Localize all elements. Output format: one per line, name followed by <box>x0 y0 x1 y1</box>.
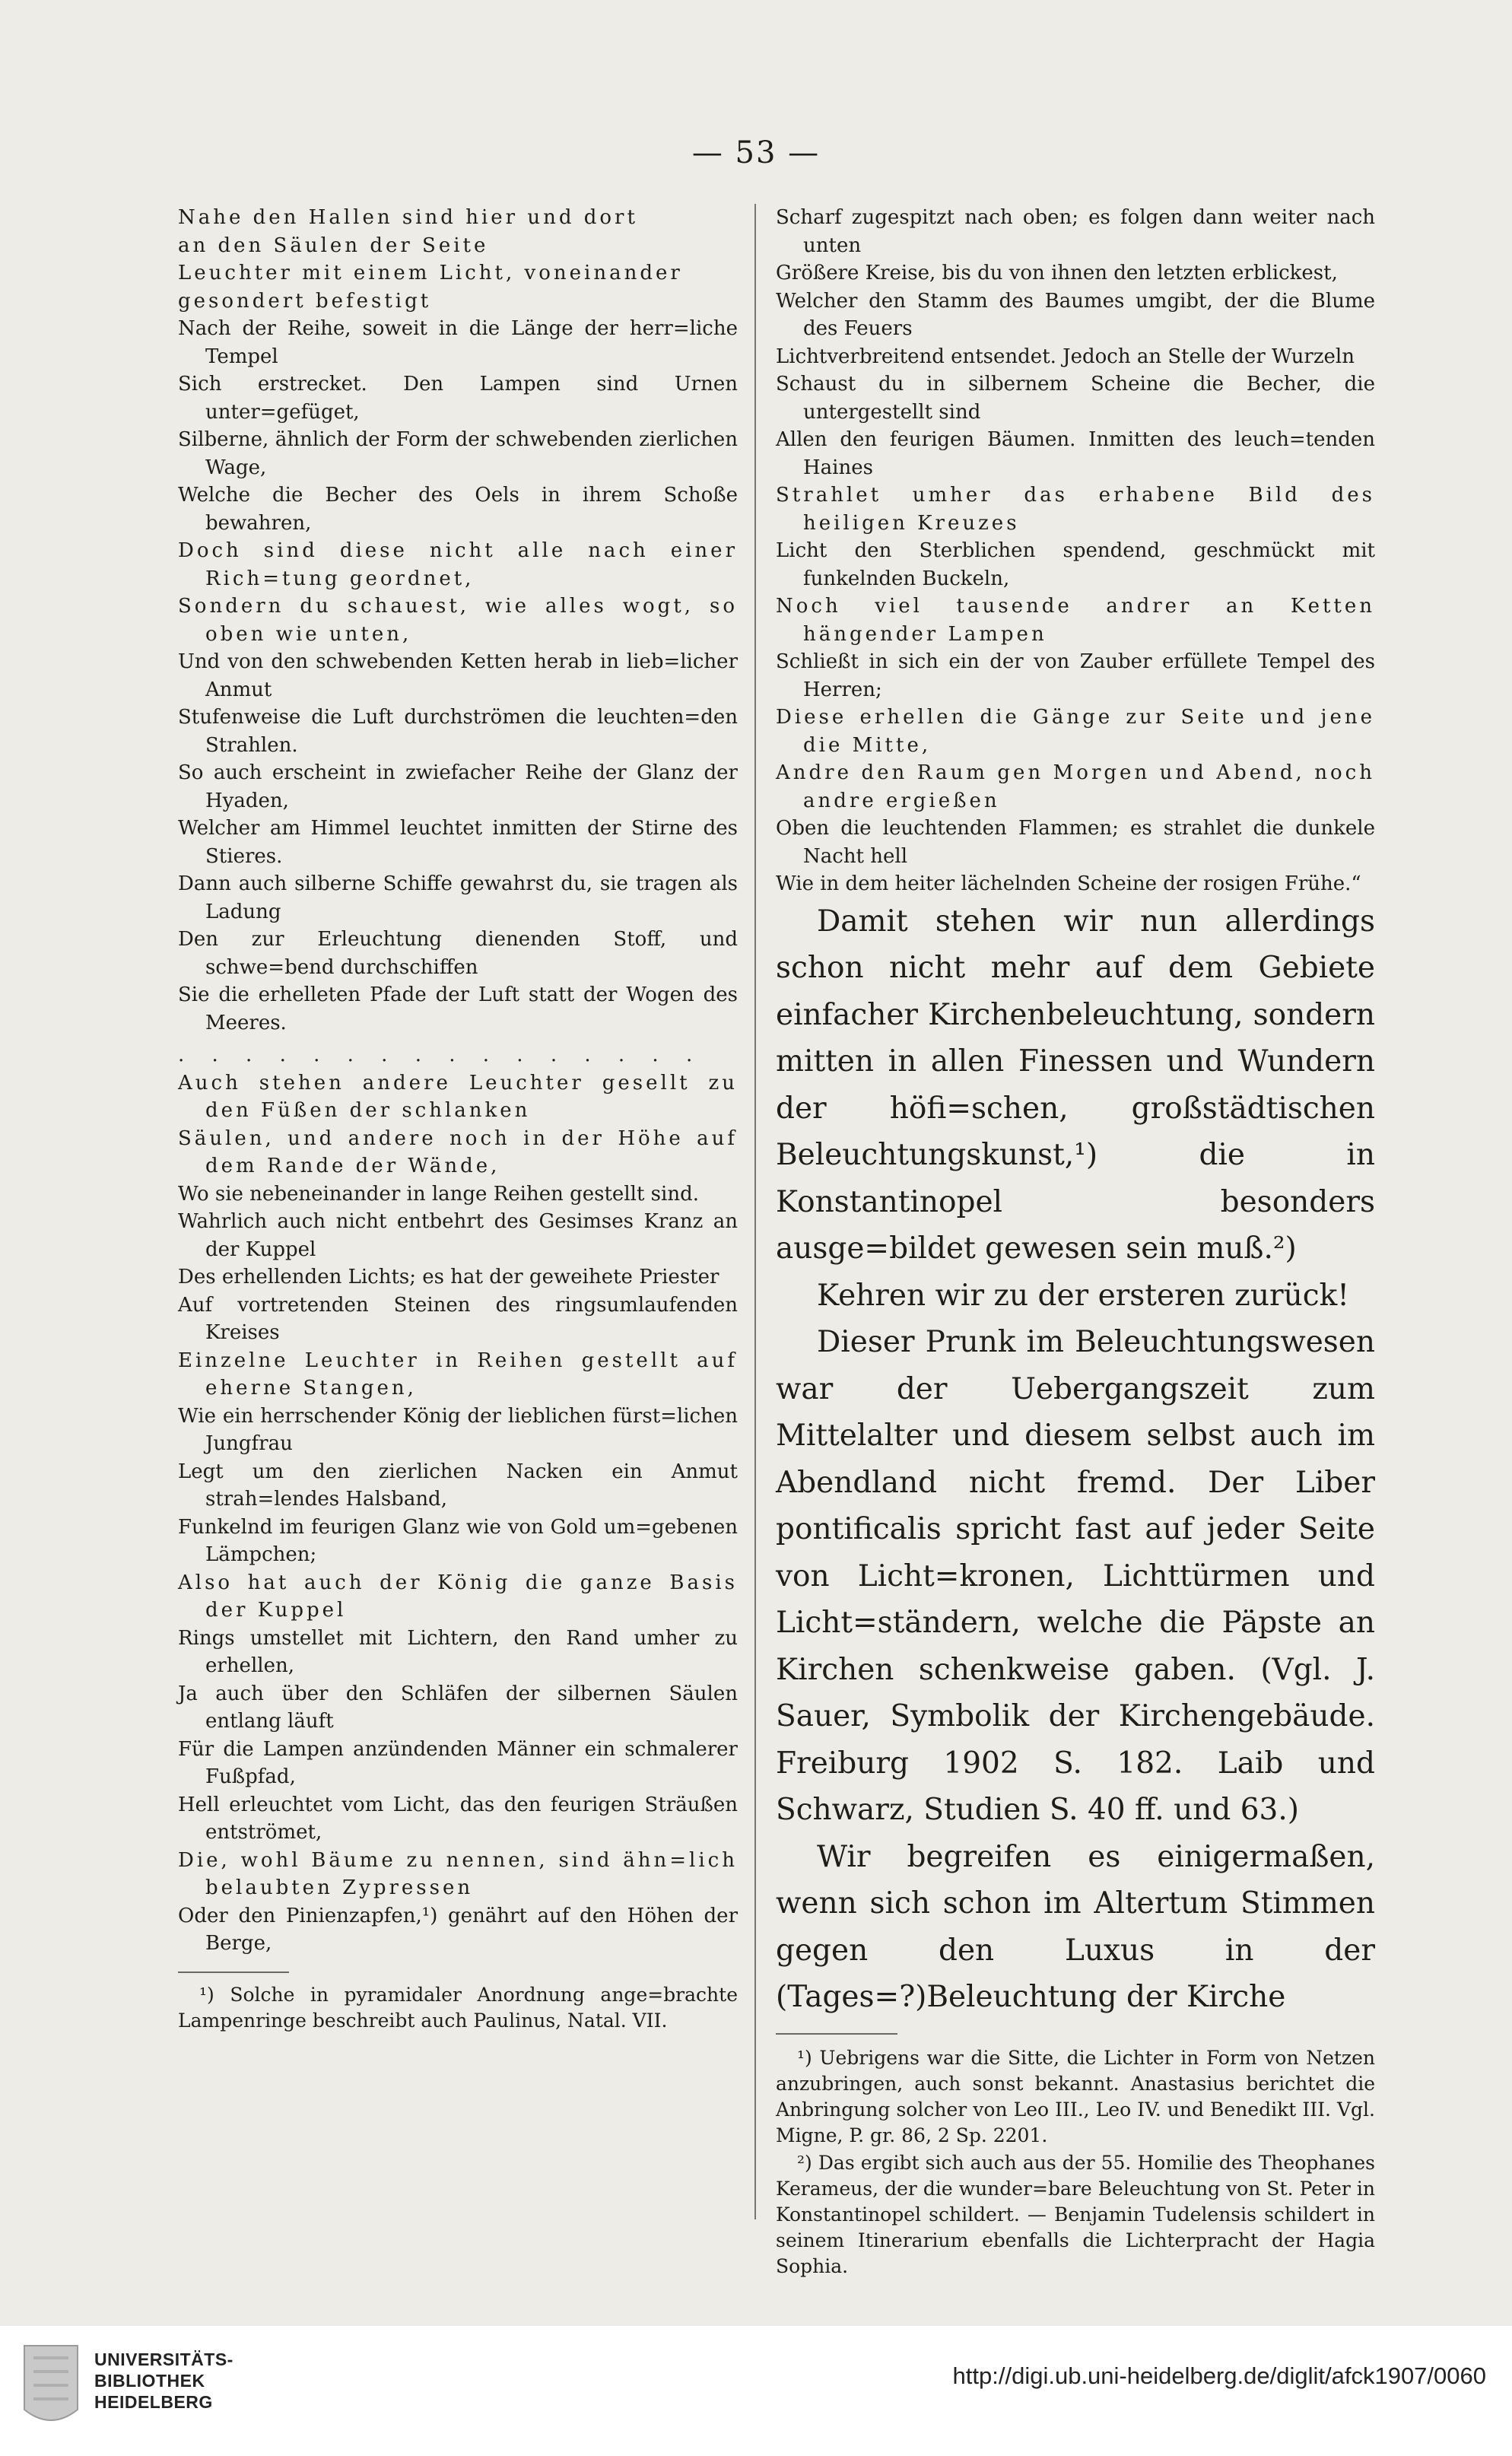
verse-line: Diese erhellen die Gänge zur Seite und jene die Mitte, <box>776 706 1375 757</box>
verse-line: So auch erscheint in zwiefacher Reihe der Glanz der Hyaden, <box>178 761 738 812</box>
verse-line: Sie die erhelleten Pfade der Luft statt der Wogen des Meeres. <box>178 983 738 1034</box>
verse-line: Sich erstrecket. Den Lampen sind Urnen unter=gefüget, <box>178 373 738 424</box>
verse-line: Doch sind diese nicht alle nach einer Rich=tung geordnet, <box>178 539 738 590</box>
verse-line: Also hat auch der König die ganze Basis der Kuppel <box>178 1571 738 1622</box>
verse-line: Auf vortretenden Steinen des ringsumlaufenden Kreises <box>178 1293 738 1344</box>
footnote: ¹) Uebrigens war die Sitte, die Lichter in Form von Netzen anzubringen, auch sonst bekannt. Anastasius berichtet die Anbringung solcher von Leo III., Leo IV. und Benedikt III. Vgl. Migne, P. gr. 86, 2 Sp. 2201. <box>776 2046 1375 2146</box>
verse-line: Welcher am Himmel leuchtet inmitten der Stirne des Stieres. <box>178 817 738 868</box>
verse-line: Leuchter mit einem Licht, voneinander <box>178 262 683 284</box>
verse-line: Nach der Reihe, soweit in die Länge der herr=liche Tempel <box>178 317 738 368</box>
verse-line: Wie in dem heiter lächelnden Scheine der rosigen Frühe.“ <box>776 872 1361 895</box>
verse-line: Licht den Sterblichen spendend, geschmückt mit funkelnden Buckeln, <box>776 539 1375 590</box>
ellipsis-dots: . . . . . . . . . . . . . . . . <box>178 1044 704 1066</box>
verse-line: Andre den Raum gen Morgen und Abend, noch andre ergießen <box>776 761 1375 812</box>
verse-line: Des erhellenden Lichts; es hat der geweihete Priester <box>178 1266 719 1288</box>
verse-line: Stufenweise die Luft durchströmen die leuchten=den Strahlen. <box>178 706 738 757</box>
verse-line: Auch stehen andere Leuchter gesellt zu den Füßen der schlanken <box>178 1071 738 1122</box>
verse-line: Wahrlich auch nicht entbehrt des Gesimses Kranz an der Kuppel <box>178 1210 738 1261</box>
verse-line: Schaust du in silbernem Scheine die Becher, die untergestellt sind <box>776 373 1375 424</box>
left-column <box>178 204 738 2034</box>
verse-line: Wie ein herrschender König der lieblichen fürst=lichen Jungfrau <box>178 1404 738 1455</box>
verse-block-3 <box>776 204 1375 898</box>
column-divider <box>754 204 756 2219</box>
verse-block-2 <box>178 1069 738 1958</box>
library-name: UNIVERSITÄTS- BIBLIOTHEK HEIDELBERG <box>94 2350 233 2412</box>
verse-line: Welcher den Stamm des Baumes umgibt, der die Blume des Feuers <box>776 289 1375 340</box>
footnote: ¹) Solche in pyramidaler Anordnung ange=brachte Lampenringe beschreibt auch Paulinus, Natal. VII. <box>178 1983 738 2032</box>
verse-line: Hell erleuchtet vom Licht, das den feurigen Sträußen entströmet, <box>178 1793 738 1844</box>
page-number: — 53 — <box>691 135 821 170</box>
footnote: ²) Das ergibt sich auch aus der 55. Homilie des Theophanes Kerameus, der die wunder=bare Beleuchtung von St. Peter in Konstantinopel schildert. — Benjamin Tudelensis schildert in seinem Itinerarium ebenfalls die Lichterpracht der Hagia Sophia. <box>776 2151 1375 2277</box>
verse-line: Allen den feurigen Bäumen. Inmitten des leuch=tenden Haines <box>776 428 1375 479</box>
source-url-link[interactable]: http://digi.ub.uni-heidelberg.de/diglit/afck1907/0060 <box>952 2362 1486 2389</box>
verse-line: Lichtverbreitend entsendet. Jedoch an Stelle der Wurzeln <box>776 345 1355 368</box>
verse-line: Rings umstellet mit Lichtern, den Rand umher zu erhellen, <box>178 1626 738 1677</box>
verse-line: Dann auch silberne Schiffe gewahrst du, sie tragen als Ladung <box>178 872 738 923</box>
prose-paragraph: Kehren wir zu der ersteren zurück! <box>817 1278 1349 1313</box>
verse-line: Noch viel tausende andrer an Ketten hängender Lampen <box>776 595 1375 646</box>
verse-line: gesondert befestigt <box>178 289 432 313</box>
verse-line: Funkelnd im feurigen Glanz wie von Gold um=gebenen Lämpchen; <box>178 1515 738 1566</box>
verse-line: an den Säulen der Seite <box>178 234 489 257</box>
verse-line: Größere Kreise, bis du von ihnen den letzten erblickest, <box>776 262 1338 284</box>
prose-paragraph: Dieser Prunk im Beleuchtungswesen war der Uebergangszeit zum Mittelalter und diesem selbst auch im Abendland nicht fremd. Der Liber pontificalis spricht fast auf jeder Seite von Licht=kronen, Lichttürmen und Licht=ständern, welche die Päpste an Kirchen schenkweise gaben. (Vgl. J. Sauer, Symbolik der Kirchengebäude. Freiburg 1902 S. 182. Laib und Schwarz, Studien S. 40 ff. und 63.) <box>776 1325 1375 1827</box>
footnotes <box>776 2045 1375 2280</box>
verse-line: Schließt in sich ein der von Zauber erfüllete Tempel des Herren; <box>776 650 1375 701</box>
verse-line: Oben die leuchtenden Flammen; es strahlet die dunkele Nacht hell <box>776 817 1375 868</box>
verse-line: Für die Lampen anzündenden Männer ein schmalerer Fußpfad, <box>178 1737 738 1788</box>
verse-line: Und von den schwebenden Ketten herab in lieb=licher Anmut <box>178 650 738 701</box>
footnote-rule <box>776 2033 897 2035</box>
verse-line: Welche die Becher des Oels in ihrem Schoße bewahren, <box>178 484 738 535</box>
library-logo-icon <box>18 2343 84 2432</box>
prose-paragraph: Damit stehen wir nun allerdings schon nicht mehr auf dem Gebiete einfacher Kirchenbeleuchtung, sondern mitten in allen Finessen und Wundern der höfi=schen, großstädtischen Beleuchtungskunst,¹) die in Konstantinopel besonders ausge=bildet gewesen sein muß.²) <box>776 904 1375 1266</box>
verse-line: Sondern du schauest, wie alles wogt, so oben wie unten, <box>178 595 738 646</box>
verse-block-1 <box>178 204 738 1037</box>
verse-line: Den zur Erleuchtung dienenden Stoff, und schwe=bend durchschiffen <box>178 928 738 979</box>
verse-line: Silberne, ähnlich der Form der schwebenden zierlichen Wage, <box>178 428 738 479</box>
verse-line: Einzelne Leuchter in Reihen gestellt auf eherne Stangen, <box>178 1349 738 1400</box>
verse-line: Scharf zugespitzt nach oben; es folgen dann weiter nach unten <box>776 206 1375 257</box>
footnote-rule <box>178 1971 289 1973</box>
verse-line: Oder den Pinienzapfen,¹) genährt auf den Höhen der Berge, <box>178 1904 738 1955</box>
verse-line: Nahe den Hallen sind hier und dort <box>178 206 638 229</box>
prose-paragraph: Wir begreifen es einigermaßen, wenn sich schon im Altertum Stimmen gegen den Luxus in der (Tages=?)Beleuchtung der Kirche <box>776 1839 1375 2014</box>
verse-line: Säulen, und andere noch in der Höhe auf dem Rande der Wände, <box>178 1126 738 1177</box>
verse-line: Strahlet umher das erhabene Bild des heiligen Kreuzes <box>776 484 1375 535</box>
verse-line: Wo sie nebeneinander in lange Reihen gestellt sind. <box>178 1182 699 1206</box>
verse-line: Die, wohl Bäume zu nennen, sind ähn=lich belaubten Zypressen <box>178 1848 738 1899</box>
right-column <box>776 204 1375 2280</box>
prose-block <box>776 898 1375 2021</box>
verse-line: Legt um den zierlichen Nacken ein Anmut strah=lendes Halsband, <box>178 1460 738 1511</box>
verse-line: Ja auch über den Schläfen der silbernen Säulen entlang läuft <box>178 1682 738 1733</box>
